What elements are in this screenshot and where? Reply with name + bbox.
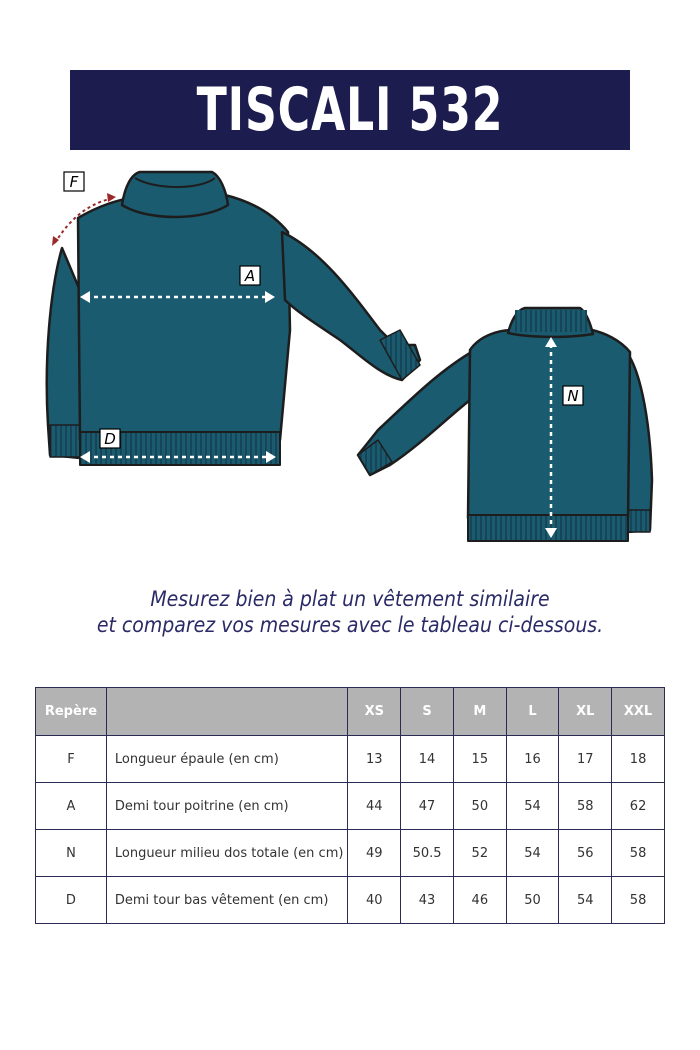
cell-xxl: 62 bbox=[612, 783, 665, 830]
table-row bbox=[36, 830, 665, 877]
label-d: D bbox=[104, 430, 116, 448]
table-row bbox=[36, 877, 665, 924]
cell-m: 46 bbox=[453, 877, 506, 924]
cell-m: 50 bbox=[453, 783, 506, 830]
table-row bbox=[36, 736, 665, 783]
header-repere: Repère bbox=[36, 688, 107, 736]
cell-s: 14 bbox=[401, 736, 454, 783]
instructions-line-2: et comparez vos mesures avec le tableau ci-dessous. bbox=[96, 613, 604, 637]
front-sweater bbox=[47, 172, 420, 465]
cell-xs: 44 bbox=[348, 783, 401, 830]
instructions-line-1: Mesurez bien à plat un vêtement similaire bbox=[150, 587, 550, 611]
row-description: Longueur milieu dos totale (en cm) bbox=[106, 830, 348, 877]
page-title: TISCALI 532 bbox=[196, 75, 504, 145]
cell-s: 47 bbox=[401, 783, 454, 830]
cell-xs: 40 bbox=[348, 877, 401, 924]
cell-xxl: 58 bbox=[612, 877, 665, 924]
header-m: M bbox=[453, 688, 506, 736]
header-s: S bbox=[401, 688, 454, 736]
header-xl: XL bbox=[559, 688, 612, 736]
cell-xxl: 18 bbox=[612, 736, 665, 783]
cell-xl: 17 bbox=[559, 736, 612, 783]
size-table bbox=[35, 687, 665, 924]
row-ref: N bbox=[36, 830, 107, 877]
row-ref: A bbox=[36, 783, 107, 830]
row-ref: F bbox=[36, 736, 107, 783]
cell-m: 15 bbox=[453, 736, 506, 783]
label-f: F bbox=[69, 173, 79, 191]
table-row bbox=[36, 783, 665, 830]
label-a: A bbox=[244, 267, 256, 285]
title-banner bbox=[70, 70, 630, 150]
row-description: Demi tour bas vêtement (en cm) bbox=[106, 877, 348, 924]
cell-s: 50.5 bbox=[401, 830, 454, 877]
cell-l: 54 bbox=[506, 830, 559, 877]
instructions bbox=[0, 586, 700, 638]
row-ref: D bbox=[36, 877, 107, 924]
cell-xs: 49 bbox=[348, 830, 401, 877]
cell-xl: 56 bbox=[559, 830, 612, 877]
cell-l: 54 bbox=[506, 783, 559, 830]
row-description: Longueur épaule (en cm) bbox=[106, 736, 348, 783]
header-description bbox=[106, 688, 348, 736]
cell-xs: 13 bbox=[348, 736, 401, 783]
label-n: N bbox=[567, 387, 579, 405]
cell-xl: 54 bbox=[559, 877, 612, 924]
sweater-illustration bbox=[0, 160, 700, 560]
cell-xxl: 58 bbox=[612, 830, 665, 877]
table-header-row bbox=[36, 688, 665, 736]
header-l: L bbox=[506, 688, 559, 736]
cell-m: 52 bbox=[453, 830, 506, 877]
cell-l: 50 bbox=[506, 877, 559, 924]
cell-s: 43 bbox=[401, 877, 454, 924]
cell-xl: 58 bbox=[559, 783, 612, 830]
cell-l: 16 bbox=[506, 736, 559, 783]
header-xxl: XXL bbox=[612, 688, 665, 736]
row-description: Demi tour poitrine (en cm) bbox=[106, 783, 348, 830]
header-xs: XS bbox=[348, 688, 401, 736]
